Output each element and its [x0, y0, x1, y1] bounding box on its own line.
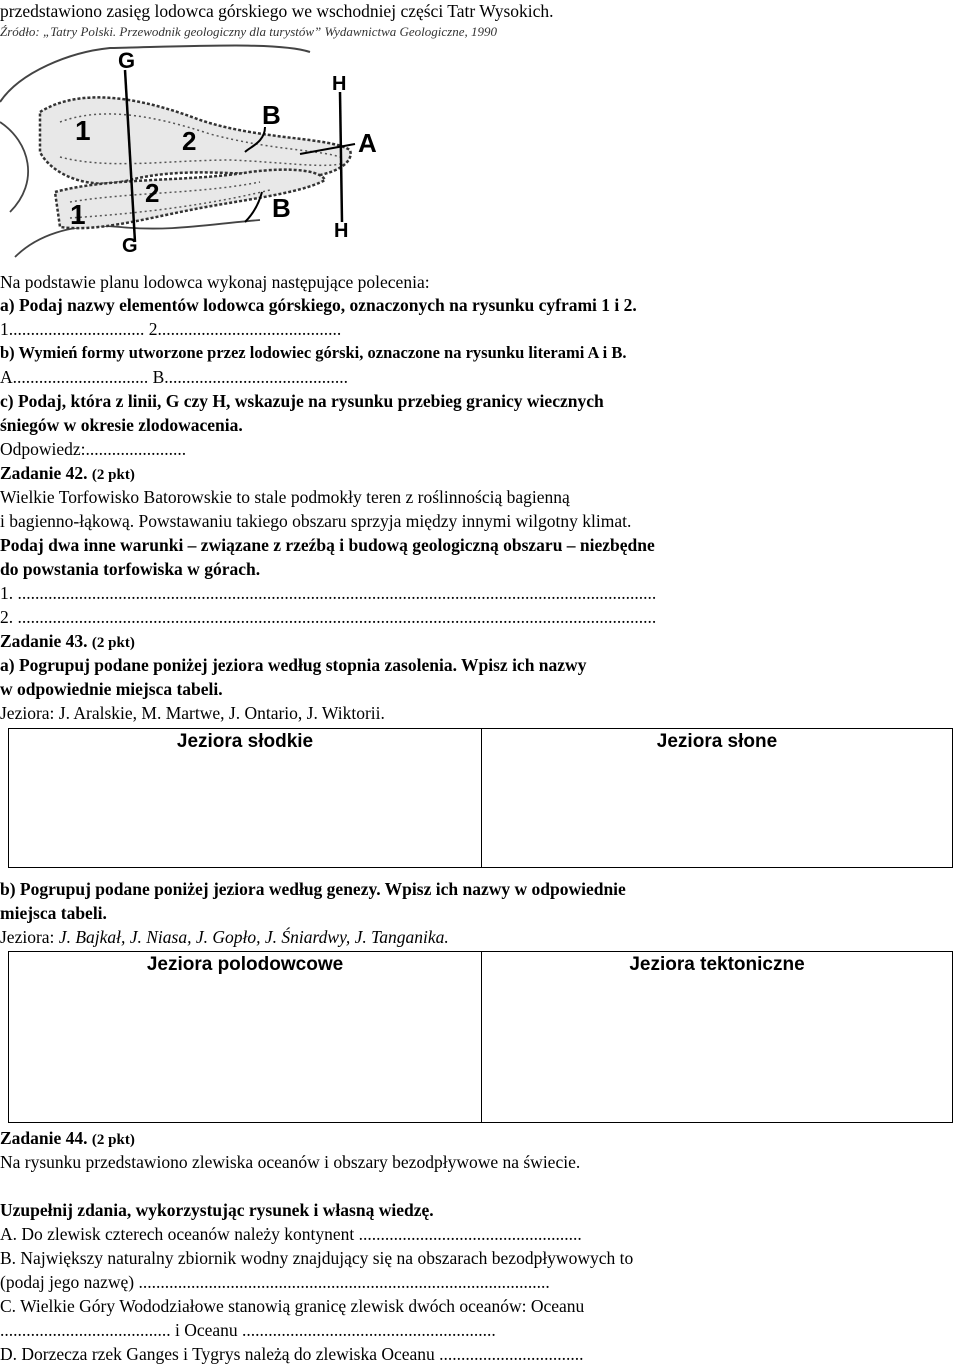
task42-text2: i bagienno-łąkową. Powstawaniu takiego obszaru sprzyja między innymi wilgotny klimat. [0, 511, 632, 531]
label-B-bottom: B [272, 193, 291, 223]
task43-b-lakes: J. Bajkał, J. Niasa, J. Gopło, J. Śniardwy, J. Tanganika. [58, 927, 449, 947]
task43-a-lakes: Jeziora: J. Aralskie, M. Martwe, J. Ontario, J. Wiktorii. [0, 703, 385, 723]
task41-a: a) Podaj nazwy elementów lodowca górskiego, oznaczonych na rysunku cyframi 1 i 2. [0, 295, 637, 315]
task44-B-line1: B. Największy naturalny zbiornik wodny znajdujący się na obszarach bezodpływowych to [0, 1248, 634, 1268]
tectonic-lakes-header: Jeziora tektoniczne [629, 954, 805, 975]
label-2-top: 2 [182, 126, 197, 156]
task44-title: Zadanie 44. [0, 1128, 88, 1148]
label-A: A [358, 128, 377, 158]
task44-C-line1: C. Wielkie Góry Wododziałowe stanowią granicę zlewisk dwóch oceanów: Oceanu [0, 1296, 585, 1316]
task43-b-label: Jeziora: [0, 927, 59, 947]
task42-points: (2 pkt) [91, 467, 135, 483]
task41-b: b) Wymień formy utworzone przez lodowiec górski, oznaczone na rysunku literami A i B. [0, 343, 627, 362]
task44-points: (2 pkt) [91, 1132, 135, 1148]
task41-c-line1: c) Podaj, która z linii, G czy H, wskazuje na rysunku przebieg granicy wiecznych [0, 391, 604, 411]
label-H-top: H [332, 73, 347, 95]
label-G-bottom: G [122, 235, 138, 257]
task42-text1: Wielkie Torfowisko Batorowskie to stale podmokły teren z roślinnością bagienną [0, 487, 570, 507]
task42-question2: do powstania torfowiska w górach. [0, 559, 261, 579]
task43-points: (2 pkt) [91, 635, 135, 651]
task41-b-answer[interactable]: A............................... B.......................................... [0, 367, 349, 387]
salinity-table [8, 728, 953, 868]
glacier-figure [0, 42, 400, 267]
task44-C-line2[interactable]: ....................................... i Oceanu .......................................................... [0, 1320, 496, 1340]
task42-answer1[interactable]: 1. .................................................................................................................................................. [0, 583, 657, 603]
figure-source: Źródło: „Tatry Polski. Przewodnik geologiczny dla turystów” Wydawnictwa Geologiczne, 1990 [0, 24, 498, 39]
task42-answer2[interactable]: 2. .................................................................................................................................................. [0, 607, 657, 627]
task43-title: Zadanie 43. [0, 631, 88, 651]
task44-D[interactable]: D. Dorzecza rzek Ganges i Tygrys należą do zlewiska Oceanu ................................. [0, 1344, 584, 1364]
task43-a-line2: w odpowiednie miejsca tabeli. [0, 679, 223, 699]
label-B-top: B [262, 100, 281, 130]
task41-c-answer[interactable]: Odpowiedz:....................... [0, 439, 187, 459]
label-H-bottom: H [334, 220, 349, 242]
task43-b-line1: b) Pogrupuj podane poniżej jeziora według genezy. Wpisz ich nazwy w odpowiednie [0, 879, 626, 899]
task44-text: Na rysunku przedstawiono zlewiska oceanów i obszary bezodpływowe na świecie. [0, 1152, 581, 1172]
label-1-top: 1 [75, 115, 91, 146]
glacial-lakes-cell[interactable] [9, 952, 481, 1122]
label-1-bottom: 1 [70, 199, 86, 230]
task42-question1: Podaj dwa inne warunki – związane z rzeźbą i budową geologiczną obszaru – niezbędne [0, 535, 655, 555]
intro-line: przedstawiono zasięg lodowca górskiego we wschodniej części Tatr Wysokich. [0, 1, 554, 21]
salt-lakes-header: Jeziora słone [656, 731, 778, 752]
fresh-lakes-cell[interactable] [9, 729, 481, 867]
task43-a-line1: a) Pogrupuj podane poniżej jeziora według stopnia zasolenia. Wpisz ich nazwy [0, 655, 587, 675]
tectonic-lakes-cell[interactable] [482, 952, 952, 1122]
task41-instruction: Na podstawie planu lodowca wykonaj następujące polecenia: [0, 272, 430, 292]
glacial-lakes-header: Jeziora polodowcowe [146, 954, 344, 975]
task44-instruction: Uzupełnij zdania, wykorzystując rysunek i własną wiedzę. [0, 1200, 434, 1220]
task41-c-line2: śniegów w okresie zlodowacenia. [0, 415, 243, 435]
task43-b-line2: miejsca tabeli. [0, 903, 107, 923]
label-2-bottom: 2 [145, 178, 160, 208]
salt-lakes-cell[interactable] [482, 729, 952, 867]
task41-a-answer[interactable]: 1............................... 2.......................................... [0, 319, 342, 339]
task42-title: Zadanie 42. [0, 463, 88, 483]
task44-A[interactable]: A. Do zlewisk czterech oceanów należy kontynent ................................................... [0, 1224, 582, 1244]
task44-B-line2[interactable]: (podaj jego nazwę) .............................................................................................. [0, 1272, 550, 1292]
genesis-table [8, 951, 953, 1123]
label-G-top: G [118, 48, 136, 73]
fresh-lakes-header: Jeziora słodkie [176, 731, 314, 752]
